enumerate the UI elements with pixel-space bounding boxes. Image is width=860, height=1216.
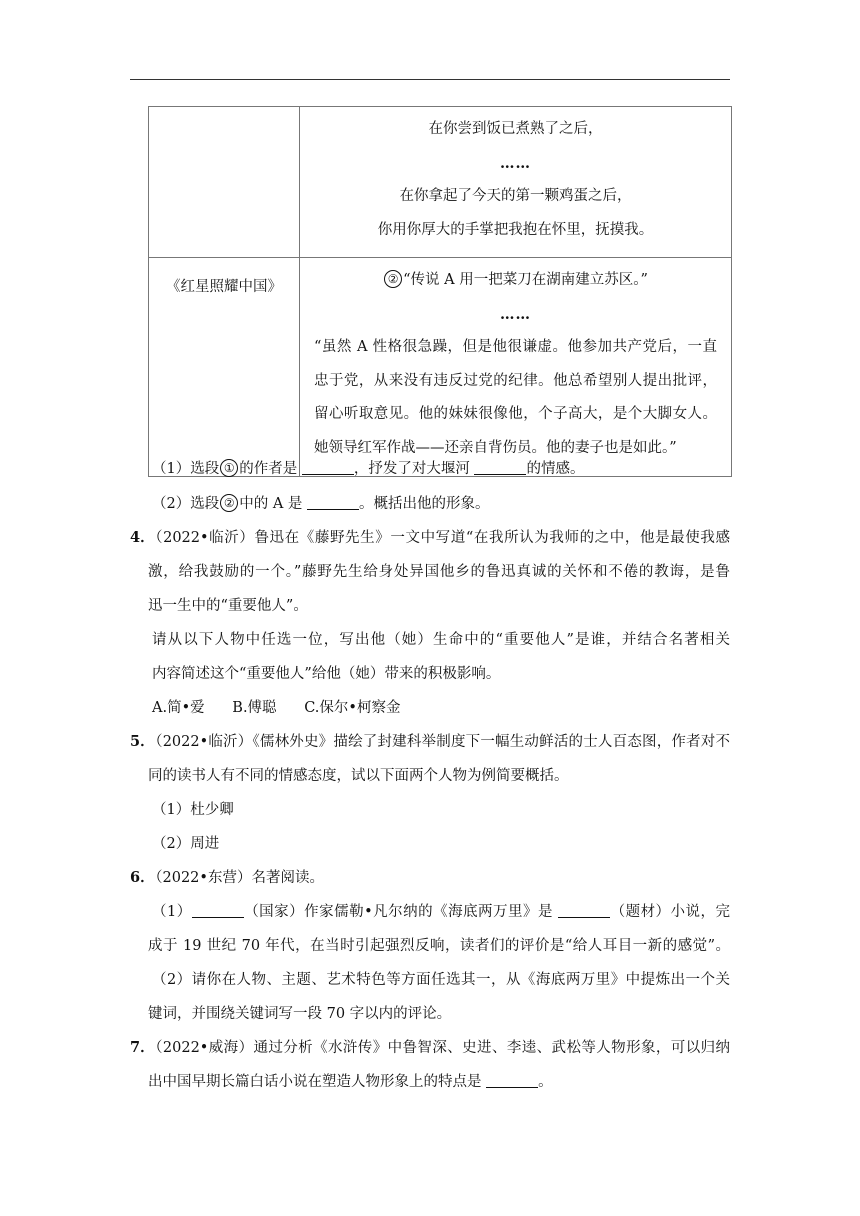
q4-line: 请从以下人物中任选一位，写出他（她）生命中的“重要他人”是谁，并结合名著相关 bbox=[152, 632, 730, 648]
q5-line: 同的读书人有不同的情感态度，试以下面两个人物为例简要概括。 bbox=[148, 768, 569, 784]
book-cell bbox=[149, 107, 300, 258]
q6-sub1 bbox=[152, 900, 730, 924]
text: 出中国早期长篇白话小说在塑造人物形象上的特点是 bbox=[148, 1074, 482, 1090]
book-cell: 《红星照耀中国》 bbox=[149, 258, 300, 477]
poem-line: 在你尝到饭已煮熟了之后， bbox=[428, 121, 603, 137]
excerpt-cell bbox=[300, 258, 732, 477]
text: 。概括出他的形象。 bbox=[359, 496, 490, 512]
q6-sub2: （2）请你在人物、主题、艺术特色等方面任选其一，从《海底两万里》中提炼出一个关 bbox=[152, 972, 730, 988]
quote-line bbox=[312, 264, 719, 298]
text: （2）选段 bbox=[152, 496, 220, 512]
text: （题材）小说，完 bbox=[610, 904, 731, 920]
excerpt-cell bbox=[300, 107, 732, 258]
question-number: 7． bbox=[130, 1039, 155, 1056]
q5-line: （2022•临沂）《儒林外史》描绘了封建科举制度下一幅生动鲜活的士人百态图，作者对不 bbox=[148, 734, 730, 750]
q6-sub1-cont: 成于 19 世纪 70 年代，在当时引起强烈反响，读者们的评价是“给人耳目一新的感觉”。 bbox=[148, 938, 730, 954]
poem-line: 你用你厚大的手掌把我抱在怀里，抚摸我。 bbox=[377, 221, 654, 238]
text: 的情感。 bbox=[526, 461, 585, 477]
q4-line: （2022•临沂）鲁迅在《藤野先生》一文中写道“在我所认为我师的之中，他是最使我感 bbox=[148, 530, 730, 546]
q5-sub2: （2）周进 bbox=[152, 836, 220, 852]
q4-options bbox=[152, 696, 400, 720]
text: 的作者是 bbox=[239, 461, 298, 477]
option: A.简•爱 bbox=[152, 700, 205, 716]
answer-blank[interactable] bbox=[302, 460, 354, 475]
q4-line: 迅一生中的“重要他人”。 bbox=[148, 598, 308, 614]
excerpt-table bbox=[148, 106, 732, 477]
q6-line: （2022•东营）名著阅读。 bbox=[148, 870, 324, 886]
text: （国家）作家儒勒•凡尔纳的《海底两万里》是 bbox=[243, 904, 553, 920]
answer-blank[interactable] bbox=[474, 460, 526, 475]
text: 中的 A 是 bbox=[239, 496, 303, 512]
table-row bbox=[149, 258, 732, 477]
text: （1） bbox=[152, 904, 192, 920]
q3-sub2 bbox=[152, 492, 490, 516]
question-number: 4． bbox=[130, 529, 155, 546]
q7-line bbox=[148, 1070, 553, 1094]
text: ，抒发了对大堰河 bbox=[353, 461, 470, 477]
q4-line: 内容简述这个“重要他人”给他（她）带来的积极影响。 bbox=[152, 666, 501, 682]
answer-blank[interactable] bbox=[192, 903, 244, 918]
option: C.保尔•柯察金 bbox=[304, 700, 401, 716]
q4-line: 激，给我鼓励的一个。”藤野先生给身处异国他乡的鲁迅真诚的关怀和不倦的教诲，是鲁 bbox=[148, 564, 730, 580]
q6-sub2-cont: 键词，并围绕关键词写一段 70 字以内的评论。 bbox=[148, 1006, 452, 1022]
quote-paragraph: “虽然 A 性格很急躁，但是他很谦虚。他参加共产党后，一直忠于党，从来没有违反过党的纪律。他总希望别人提出批评，留心听取意见。他的妹妹很像他，个子高大，是个大脚女人。她领导红军作战——还亲自背伤员。他的妻子也是如此。” bbox=[314, 339, 717, 456]
answer-blank[interactable] bbox=[486, 1073, 538, 1088]
quote-text: “传说 A 用一把菜刀在湖南建立苏区。” bbox=[403, 272, 648, 288]
text: （1）选段 bbox=[152, 461, 220, 477]
ellipsis: …… bbox=[500, 154, 531, 172]
ellipsis: …… bbox=[500, 305, 531, 323]
option: B.傅聪 bbox=[232, 700, 277, 716]
text: 。 bbox=[538, 1074, 553, 1090]
q3-sub1 bbox=[152, 457, 584, 481]
question-number: 6． bbox=[130, 869, 155, 886]
header-rule bbox=[130, 79, 730, 80]
answer-blank[interactable] bbox=[307, 495, 359, 510]
circled-number: ② bbox=[384, 270, 402, 288]
question-number: 5． bbox=[130, 733, 155, 750]
table-row bbox=[149, 107, 732, 258]
q7-line: （2022•威海）通过分析《水浒传》中鲁智深、史进、李逵、武松等人物形象，可以归纳 bbox=[148, 1040, 730, 1056]
answer-blank[interactable] bbox=[558, 903, 610, 918]
q5-sub1: （1）杜少卿 bbox=[152, 802, 234, 818]
poem-line: 在你拿起了今天的第一颗鸡蛋之后， bbox=[399, 188, 632, 204]
circled-number: ② bbox=[220, 494, 238, 512]
circled-number: ① bbox=[220, 459, 238, 477]
